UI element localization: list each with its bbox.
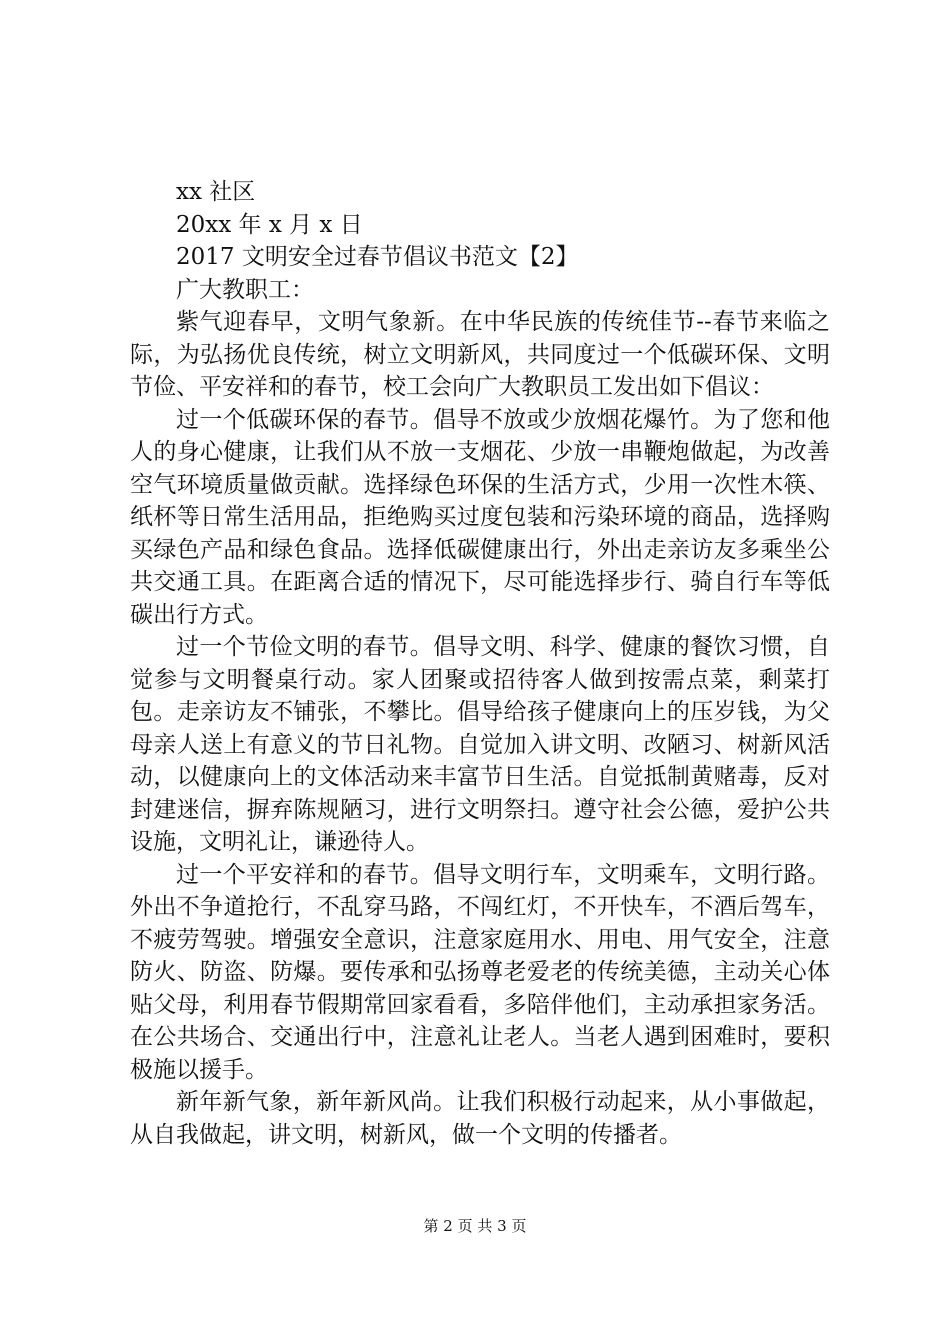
paragraph-frugal: 过一个节俭文明的春节。倡导文明、科学、健康的餐饮习惯，自觉参与文明餐桌行动。家人团聚或招待客人做到按需点菜，剩菜打包。走亲访友不铺张，不攀比。倡导给孩子健康向上的压岁钱，为父母亲人送上有意义的节日礼物。自觉加入讲文明、改陋习、树新风活动，以健康向上的文体活动来丰富节日生活。自觉抵制黄赌毒，反对封建迷信，摒弃陈规陋习，进行文明祭扫。遵守社会公德，爱护公共设施，文明礼让，谦逊待人。 [130,634,830,855]
paragraph-low-carbon: 过一个低碳环保的春节。倡导不放或少放烟花爆竹。为了您和他人的身心健康，让我们从不放一支烟花、少放一串鞭炮做起，为改善空气环境质量做贡献。选择绿色环保的生活方式，少用一次性木筷、纸杯等日常生活用品，拒绝购买过度包装和污染环境的商品，选择购买绿色产品和绿色食品。选择低碳健康出行，外出走亲访友多乘坐公共交通工具。在距离合适的情况下，尽可能选择步行、骑自行车等低碳出行方式。 [130,406,830,628]
salutation: 广大教职工： [176,276,314,303]
paragraph-closing: 新年新气象，新年新风尚。让我们积极行动起来，从小事做起，从自我做起，讲文明，树新风，做一个文明的传播者。 [130,1089,830,1148]
date-line: 20xx 年 x 月 x 日 [176,211,363,238]
document-body [130,176,830,1151]
paragraph-intro: 紫气迎春早，文明气象新。在中华民族的传统佳节--春节来临之际，为弘扬优良传统，树立文明新风，共同度过一个低碳环保、文明节俭、平安祥和的春节，校工会向广大教职员工发出如下倡议： [130,309,830,400]
document-title: 2017 文明安全过春节倡议书范文【2】 [176,244,579,270]
paragraph-safety: 过一个平安祥和的春节。倡导文明行车，文明乘车，文明行路。外出不争道抢行，不乱穿马路，不闯红灯，不开快车，不酒后驾车，不疲劳驾驶。增强安全意识，注意家庭用水、用电、用气安全，注意防火、防盗、防爆。要传承和弘扬尊老爱老的传统美德，主动关心体贴父母，利用春节假期常回家看看，多陪伴他们，主动承担家务活。在公共场合、交通出行中，注意礼让老人。当老人遇到困难时，要积极施以援手。 [130,861,830,1083]
page-footer: 第 2 页 共 3 页 [423,1217,527,1235]
sender-line: xx 社区 [176,179,256,205]
